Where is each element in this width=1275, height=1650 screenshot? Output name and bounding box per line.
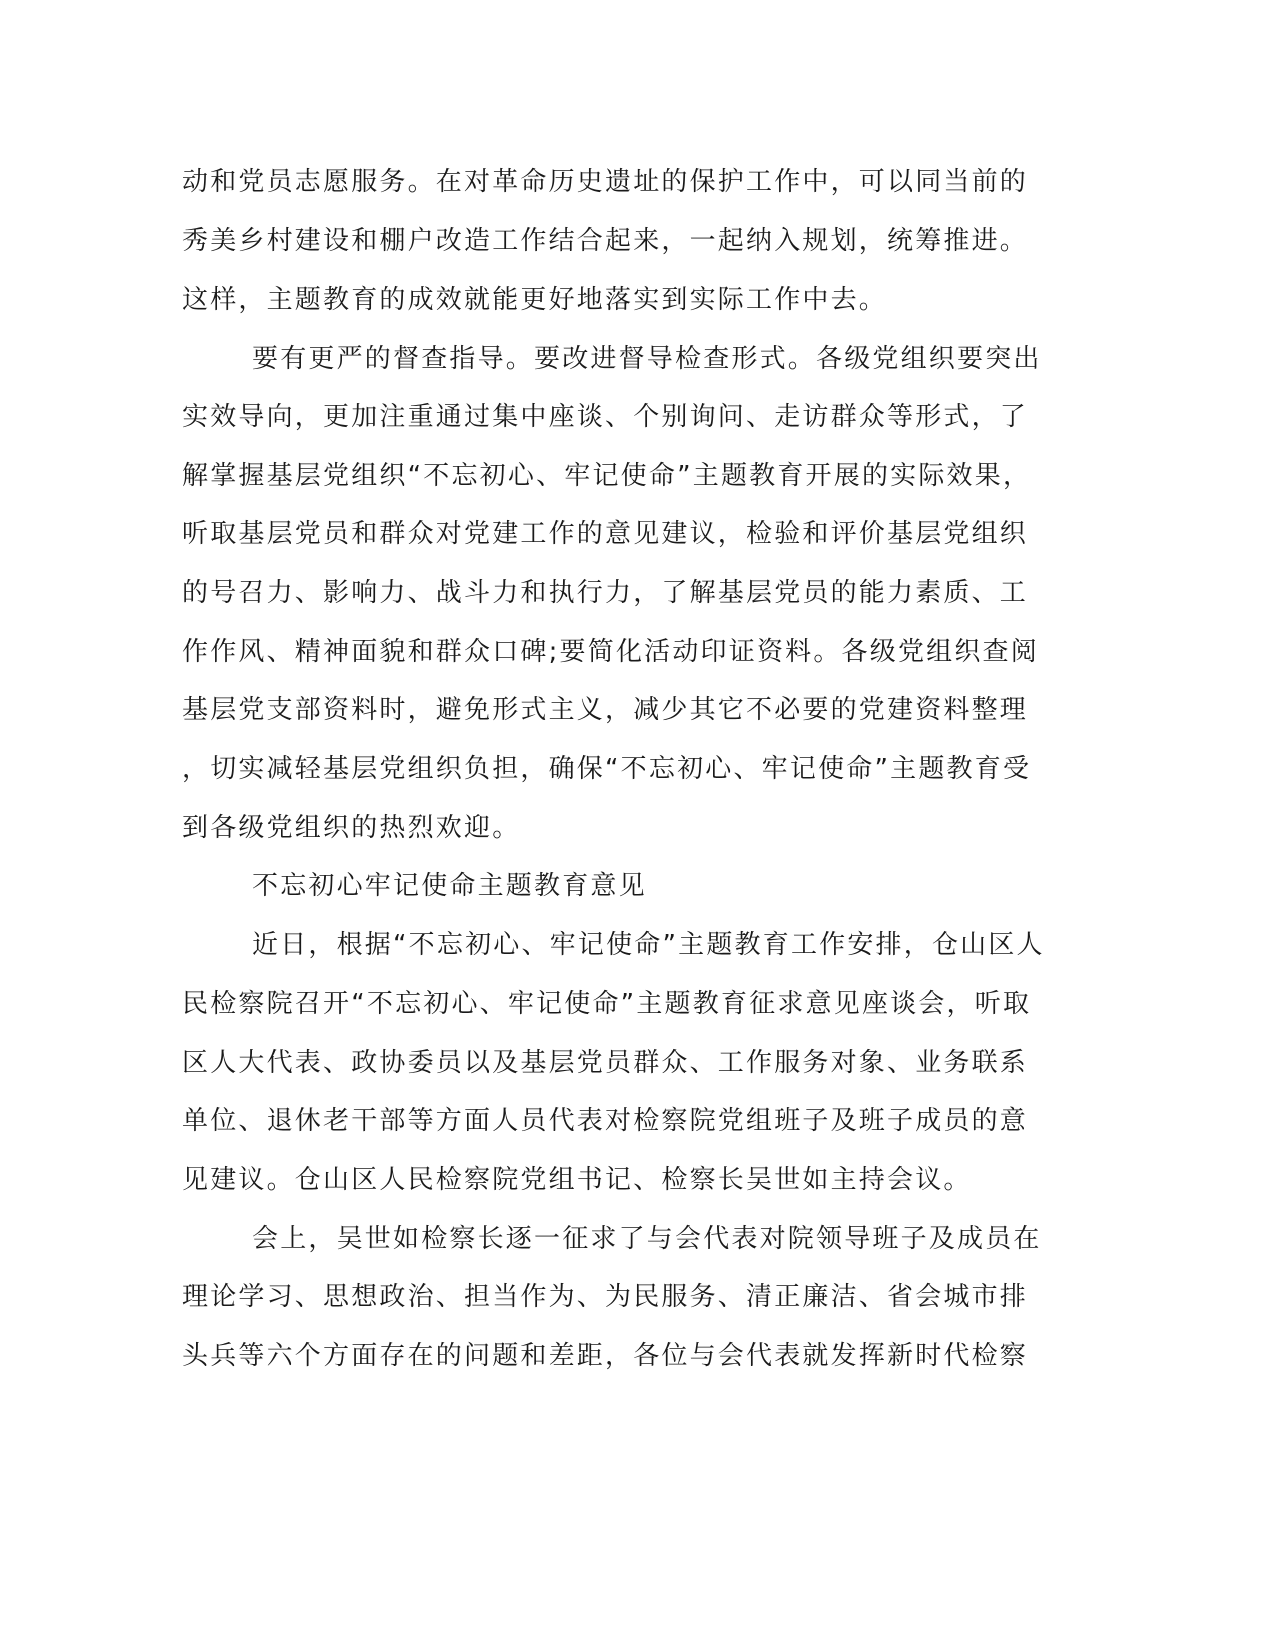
text-line: 的号召力、影响力、战斗力和执行力，了解基层党员的能力素质、工 <box>182 578 1029 608</box>
text-line: 作作风、精神面貌和群众口碑;要简化活动印证资料。各级党组织查阅 <box>182 637 1039 667</box>
text-line: 这样，主题教育的成效就能更好地落实到实际工作中去。 <box>182 285 888 315</box>
paragraph-start-line: 近日，根据“不忘初心、牢记使命”主题教育工作安排，仓山区人 <box>252 930 1045 960</box>
text-line: 实效导向，更加注重通过集中座谈、个别询问、走访群众等形式，了 <box>182 402 1029 432</box>
text-line: 见建议。仓山区人民检察院党组书记、检察长吴世如主持会议。 <box>182 1165 972 1195</box>
paragraph-start-line: 要有更严的督查指导。要改进督导检查形式。各级党组织要突出 <box>252 344 1042 374</box>
text-line: ，切实减轻基层党组织负担，确保“不忘初心、牢记使命”主题教育受 <box>182 754 1032 784</box>
text-line: 秀美乡村建设和棚户改造工作结合起来，一起纳入规划，统筹推进。 <box>182 226 1029 256</box>
text-line: 区人大代表、政协委员以及基层党员群众、工作服务对象、业务联系 <box>182 1048 1029 1078</box>
text-line: 解掌握基层党组织“不忘初心、牢记使命”主题教育开展的实际效果， <box>182 461 1032 491</box>
text-line: 头兵等六个方面存在的问题和差距，各位与会代表就发挥新时代检察 <box>182 1341 1029 1371</box>
section-heading: 不忘初心牢记使命主题教育意见 <box>252 871 647 901</box>
text-line: 基层党支部资料时，避免形式主义，减少其它不必要的党建资料整理 <box>182 695 1029 725</box>
text-line: 单位、退休老干部等方面人员代表对检察院党组班子及班子成员的意 <box>182 1106 1029 1136</box>
text-line: 民检察院召开“不忘初心、牢记使命”主题教育征求意见座谈会，听取 <box>182 989 1032 1019</box>
text-line: 到各级党组织的热烈欢迎。 <box>182 813 521 843</box>
text-line: 理论学习、思想政治、担当作为、为民服务、清正廉洁、省会城市排 <box>182 1282 1029 1312</box>
text-line: 听取基层党员和群众对党建工作的意见建议，检验和评价基层党组织 <box>182 519 1029 549</box>
text-line: 动和党员志愿服务。在对革命历史遗址的保护工作中，可以同当前的 <box>182 167 1029 197</box>
paragraph-start-line: 会上，吴世如检察长逐一征求了与会代表对院领导班子及成员在 <box>252 1224 1042 1254</box>
